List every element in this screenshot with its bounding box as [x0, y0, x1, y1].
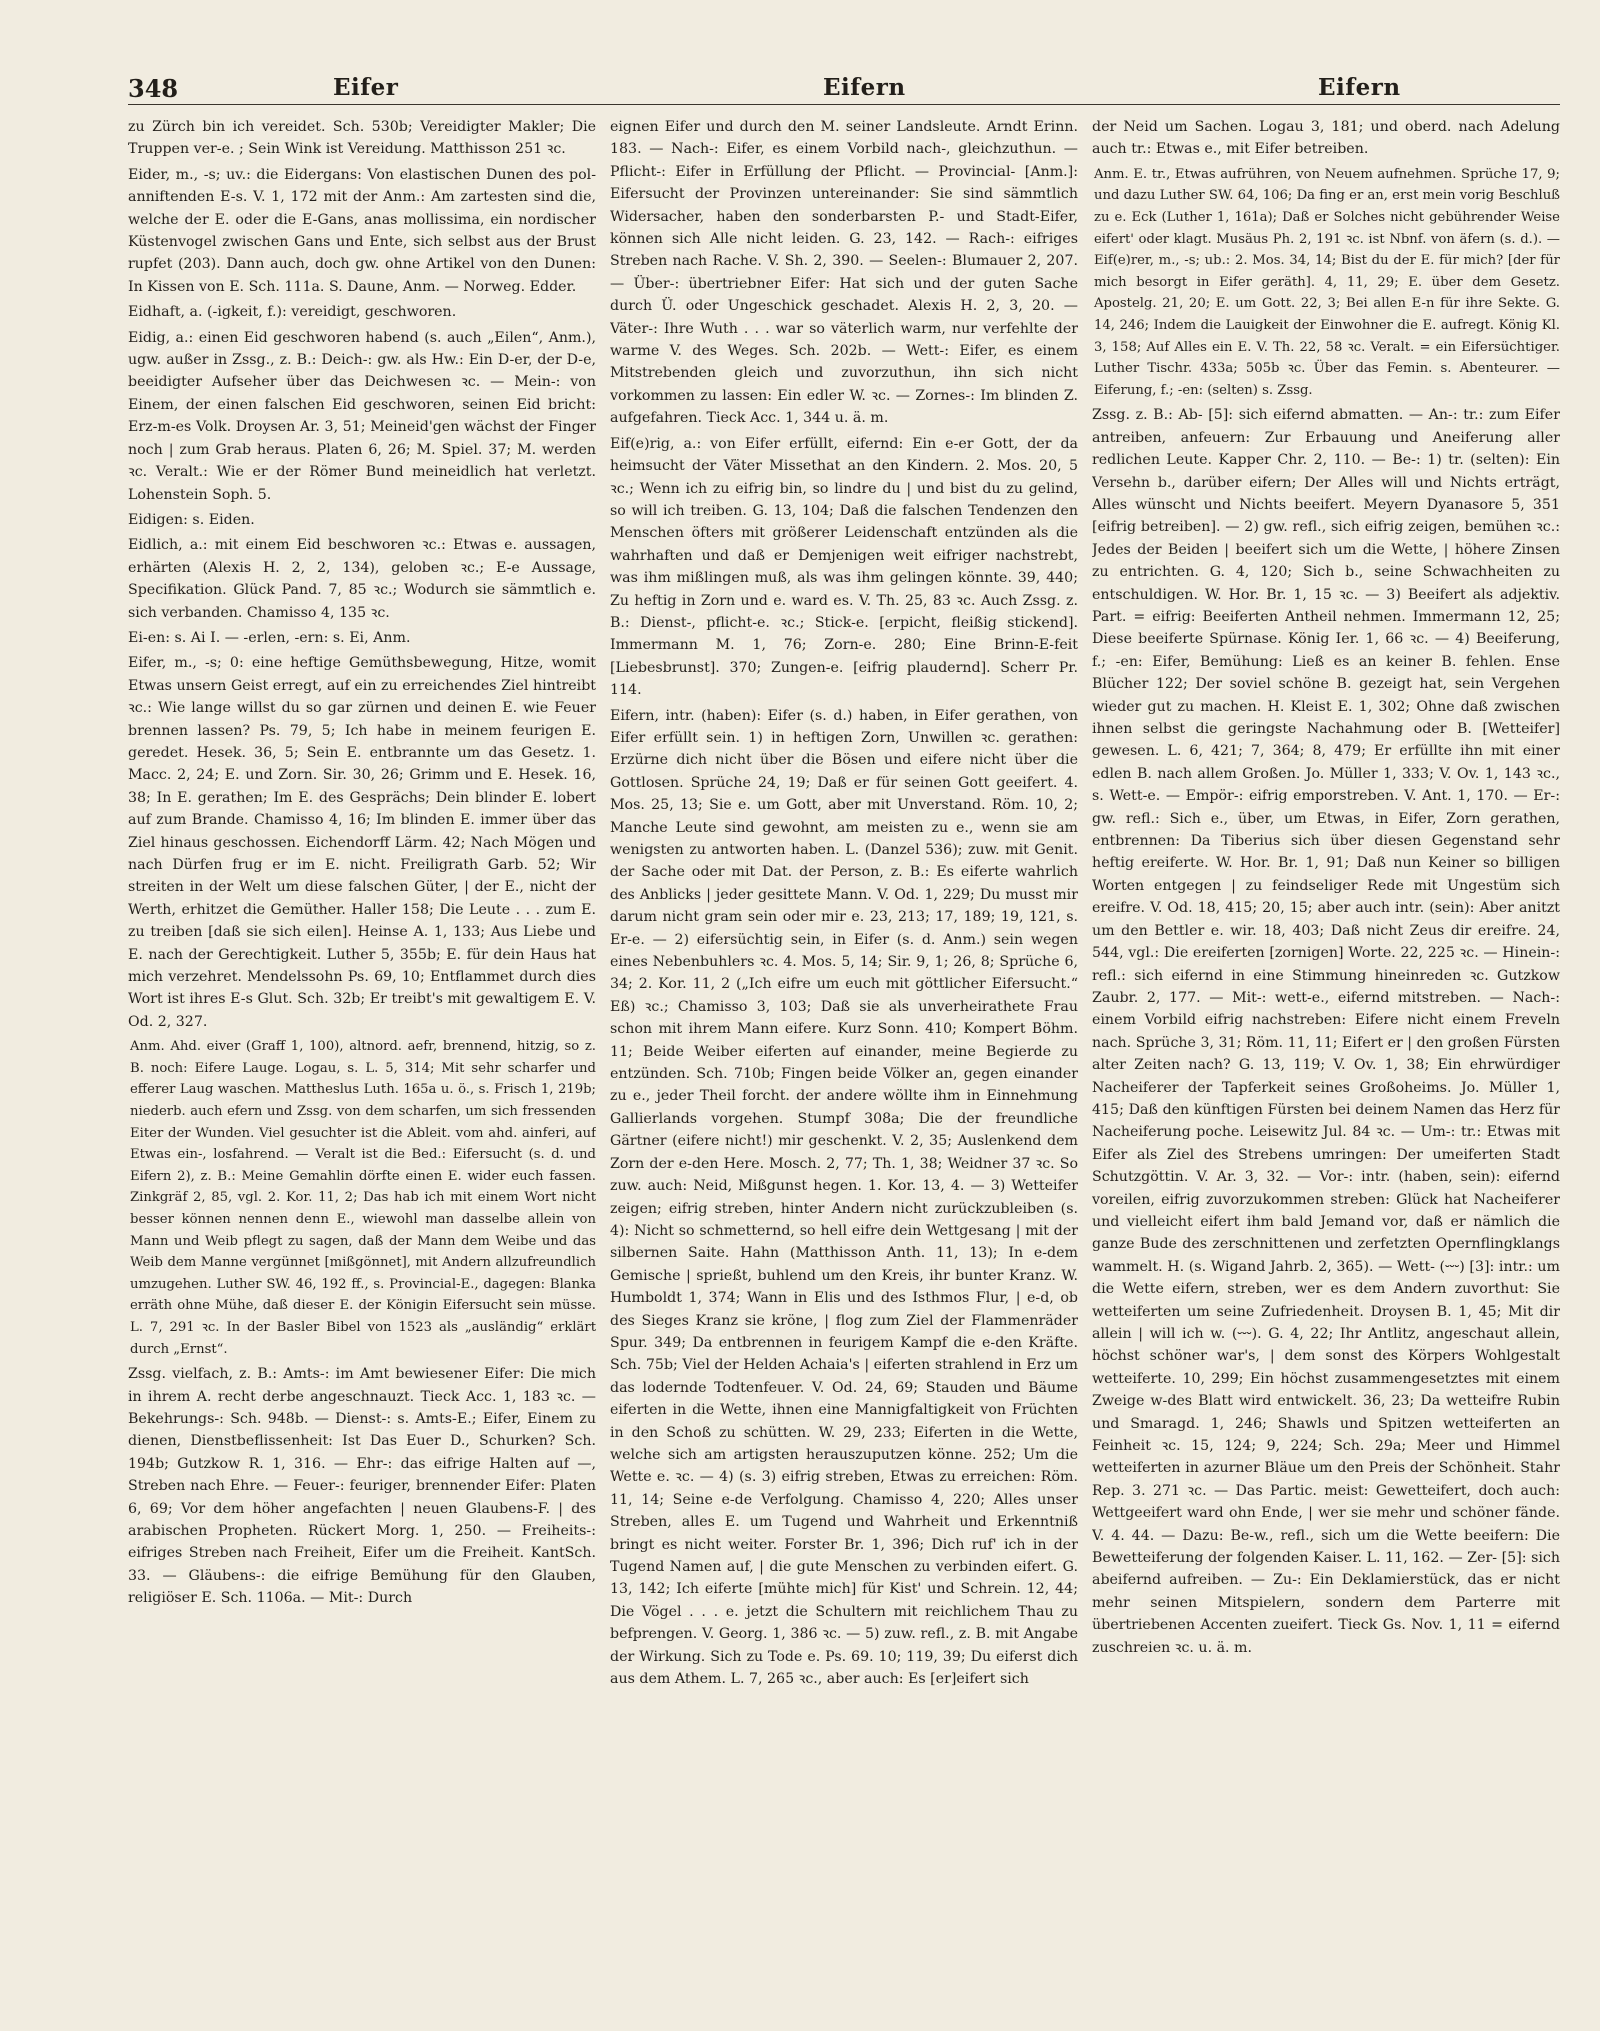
header-rule: [128, 104, 1560, 105]
page-number: 348: [128, 74, 179, 103]
text-columns: [128, 116, 1560, 2026]
entry-eifer-note: Anm. Ahd. eiver (Graff 1, 100), altnord. aefr, brennend, hitzig, so z. B. noch: Eifere Lauge. Logau, s. L. 5, 314; Mit sehr scharfer und efferer Laug waschen. Mattheslus Luth. 165a u. ö., s. Frisch 1, 219b; niederb. auch efern und Zssg. von dem scharfen, um sich fressenden Eiter der Wunden. Viel gesuchter ist die Ableit. vom ahd. ainferi, auf Etwas ein-, losfahrend. — Veralt ist die Bed.: Eifersucht (s. d. und Eifern 2), z. B.: Meine Gemahlin dörfte einen E. wider euch fassen. Zinkgräf 2, 85, vgl. 2. Kor. 11, 2; Das hab ich mit einem Wort nicht besser können nennen denn E., wiewohl man dasselbe allein von Mann und Weib pflegt zu sagen, daß der Mann dem Weibe und das Weib dem Manne vergünnet [mißgönnet], mit Andern allzufreundlich umzugehen. Luther SW. 46, 192 ff., s. Provincial-E., dagegen: Blanka erräth ohne Mühe, daß dieser E. der Königin Eifersucht sein müsse. L. 7, 291 ꝛc. In der Basler Bibel von 1523 als „ausländig“ erklärt durch „Ernst“.: [130, 1039, 596, 1357]
entry-paragraph: eignen Eifer und durch den M. seiner Landsleute. Arndt Erinn. 183. — Nach-: Eifer, es einem Vorbild nach-, gleichzuthun. — Pflicht-: Eifer in Erfüllung der Pflicht. — Provincial- [Anm.]: Eifersucht der Provinzen untereinander: Sie sind sämmtlich Widersacher, haben den sonderbarsten P.- und Stadt-Eifer, können sich Alle nicht leiden. G. 23, 142. — Rach-: eifriges Streben nach Rache. V. Sh. 2, 390. — Seelen-: Blumauer 2, 207. — Über-: übertriebner Eifer: Hat sich und der guten Sache durch Ü. oder Ungeschick geschadet. Alexis H. 2, 3, 20. — Väter-: Ihre Wuth . . . war so väterlich warm, nur verfehlte der warme V. des Weges. Sch. 202b. — Wett-: Eifer, es einem Mitstrebenden gleich und zuvorzuthun, ihn sich nicht vorkommen zu lassen: Ein edler W. ꝛc. — Zornes-: Im blinden Z. aufgefahren. Tieck Acc. 1, 344 u. ä. m.: [610, 119, 1078, 427]
running-headword-left: Eifer: [333, 74, 399, 101]
entry-eidhaft: Eidhaft, a. (-igkeit, f.): vereidigt, geschworen.: [128, 304, 457, 321]
entry-eifern: Eifern, intr. (haben): Eifer (s. d.) haben, in Eifer gerathen, von Eifer erfüllt sein. 1) in heftigen Zorn, Unwillen ꝛc. gerathen: Erzürne dich nicht über die Bösen und eifere nicht über die Gottlosen. Sprüche 24, 19; Daß er für seinen Gott geeifert. 4. Mos. 25, 13; Sie e. um Gott, aber mit Unverstand. Röm. 10, 2; Manche Leute sind gewohnt, am meisten zu e., wenn sie am wenigsten zu antworten haben. L. (Danzel 536); zuw. mit Genit. der Sache oder mit Dat. der Person, z. B.: Es eiferte wahrlich des Anblicks | jeder gesittete Mann. V. Od. 1, 229; Du musst mir darum nicht gram sein oder mir e. 23, 213; 17, 189; 19, 121, s. Er-e. — 2) eifersüchtig sein, in Eifer (s. d. Anm.) sein wegen eines Nebenbuhlers ꝛc. 4. Mos. 5, 14; Sir. 9, 1; 26, 8; Sprüche 6, 34; 2. Kor. 11, 2 („Ich eifre um euch mit göttlicher Eifersucht.“ Eß) ꝛc.; Chamisso 3, 103; Daß sie als unverheirathete Frau schon mit ihrem Mann eifere. Kurz Sonn. 410; Kompert Böhm. 11; Beide Weiber eiferten auf einander, meine Begierde zu entzünden. Sch. 710b; Fingen beide Völker an, gegen einander zu e., jeder Theil forcht. der andere wöllte ihm in Einnehmung Gallierlands vorgehen. Stumpf 308a; Die der freundliche Gärtner (eifere nicht!) mir geschenkt. V. 2, 35; Auslenkend dem Zorn der e-den Here. Mosch. 2, 77; Th. 1, 38; Weidner 37 ꝛc. So zuw. auch: Neid, Mißgunst hegen. 1. Kor. 13, 4. — 3) Wetteifer zeigen; eifrig streben, hinter Andern nicht zurückzubleiben (s. 4): Nicht so schmetternd, so hell eifre dein Wettgesang | mit der silbernen Saite. Hahn (Matthisson Anth. 11, 13); In e-dem Gemische | sprießt, buhlend um den Kreis, ihr bunter Kranz. W. Humboldt 1, 374; Wann in Elis und des Isthmos Flur, | e-d, ob des Sieges Kranz sie kröne, | flog zum Ziel der Flammenräder Spur. 349; Da entbrennen in feurigem Kampf die e-den Kräfte. Sch. 75b; Viel der Helden Achaia's | eiferten strahlend in Erz um das lodernde Todtenfeuer. V. Od. 24, 69; Stauden und Bäume eiferten in die Wette, ihnen eine Mannigfaltigkeit von Früchten in den Schoß zu schütten. W. 29, 233; Eiferten in die Wette, welche sich am artigsten herauszuputzen könne. 252; Um die Wette e. ꝛc. — 4) (s. 3) eifrig streben, Etwas zu erreichen: Röm. 11, 14; Seine e-de Verfolgung. Chamisso 4, 220; Alles unser Streben, alles E. um Tugend und Wahrheit und Erkenntniß bringt es nicht weiter. Forster Br. 1, 396; Dich ruf' ich in der Tugend Namen auf, | die gute Menschen zu verbinden eifert. G. 13, 142; Ich eiferte [mühte mich] für Kist' und Schrein. 12, 44; Die Vögel . . . e. jetzt die Schultern mit reichlichem Thau zu befprengen. V. Georg. 1, 386 ꝛc. — 5) zuw. refl., z. B. mit Angabe der Wirkung. Sich zu Tode e. Ps. 69. 10; 119, 39; Du eiferst dich aus dem Athem. L. 7, 265 ꝛc., aber auch: Es [er]eifert sich: [610, 707, 1078, 1688]
entry-eidigen: Eidigen: s. Eiden.: [128, 511, 255, 528]
column-2: [610, 116, 1078, 2026]
entry-eider: Eider, m., -s; uv.: die Eidergans: Von elastischen Dunen des pol-anniftenden E-s. V. 1, 172 mit der Anm.: Am zartesten sind die, welche der E. oder die E-Gans, anas mollissima, ein nordischer Küstenvogel zwischen Gans und Ente, sich selbst aus der Brust rupfet (203). Dann auch, doch gw. ohne Artikel von den Dunen: In Kissen von E. Sch. 111a. S. Daune, Anm. — Norweg. Edder.: [128, 166, 596, 295]
entry-eidig: Eidig, a.: einen Eid geschworen habend (s. auch „Eilen“, Anm.), ugw. außer in Zssg., z. B.: Deich-: gw. als Hw.: Ein D-er, der D-e, beeidigter Aufseher über das Deichwesen ꝛc. — Mein-: von Einem, der einen falschen Eid geschworen, seinen Eid bricht: Erz-m-es Volk. Droysen Ar. 3, 51; Meineid'gen wächst der Finger noch | zum Grab heraus. Platen 6, 26; M. Spiel. 37; M. werden ꝛc. Veralt.: Wie er der Römer Bund meineidlich hat verletzt. Lohenstein Soph. 5.: [128, 329, 596, 503]
column-1: [128, 116, 596, 2026]
column-3: [1092, 116, 1560, 2026]
entry-eidlich: Eidlich, a.: mit einem Eid beschworen ꝛc.: Etwas e. aussagen, erhärten (Alexis H. 2, 2, 134), geloben ꝛc.; E-e Aussage, Specifikation. Glück Pand. 7, 85 ꝛc.; Wodurch sie sämmtlich e. sich verbanden. Chamisso 4, 135 ꝛc.: [128, 537, 596, 621]
entry-eifern-compounds: Zssg. z. B.: Ab- [5]: sich eifernd abmatten. — An-: tr.: zum Eifer antreiben, anfeuern: Zur Erbauung und Aneiferung aller redlichen Leute. Kapper Chr. 2, 110. — Be-: 1) tr. (selten): Ein Versehn b., darüber eifern; Der Alles will und Nichts erträgt, Alles wünscht und Nichts beeifert. Meyern Dyanasore 5, 351 [eifrig betreiben]. — 2) gw. refl., sich eifrig zeigen, bemühen ꝛc.: Jedes der Beiden | beeifert sich um die Wette, | höhere Zinsen zu entrichten. G. 4, 120; Sich b., seine Schwachheiten zu entschuldigen. W. Hor. Br. 1, 15 ꝛc. — 3) Beeifert als adjektiv. Part. = eifrig: Beeiferten Antheil nehmen. Immermann 12, 25; Diese beeiferte Spürnase. König Ier. 1, 66 ꝛc. — 4) Beeiferung, f.; -en: Eifer, Bemühung: Ließ es an keiner B. fehlen. Ense Blücher 122; Der soviel schöne B. gezeigt hat, sein Vergehen wieder gut zu machen. H. Kleist E. 1, 302; Ohne daß zwischen ihnen selbst die geringste Nachahmung oder B. [Wetteifer] gewesen. L. 6, 421; 7, 364; 8, 479; Er erfüllte ihn mit einer edlen B. nach allem Großen. Jo. Müller 1, 333; V. Ov. 1, 143 ꝛc., s. Wett-e. — Empör-: eifrig emporstreben. V. Ant. 1, 170. — Er-: gw. refl.: Sich e., über, um Etwas, in Eifer, Zorn gerathen, entbrennen: Da Tiberius sich über diesen Gegenstand sehr heftig ereiferte. W. Hor. Br. 1, 91; Daß nun Keiner so billigen Worten entgegen | zu feindseliger Rede mit Ungestüm sich ereifre. V. Od. 18, 415; 20, 15; aber auch intr. (sein): Aber anitzt um den Bettler e. wir. 18, 403; Daß nicht Zeus dir ereifre. 24, 544, vgl.: Die ereiferten [zornigen] Worte. 22, 225 ꝛc. — Hinein-: refl.: sich eifernd in eine Stimmung hineinreden ꝛc. Gutzkow Zaubr. 2, 177. — Mit-: wett-e., eifernd mitstreben. — Nach-: einem Vorbild eifrig nachstreben: Eifere nicht einem Freveln nach. Sprüche 3, 31; Röm. 11, 11; Eifert er | den großen Fürsten alter Zeiten nach? G. 13, 119; V. Ov. 1, 38; Ein ehrwürdiger Nacheiferer der Tapferkeit seines Großoheims. Jo. Müller 1, 415; Daß den künftigen Fürsten bei deinem Namen das Herz für Nacheiferung poche. Leisewitz Jul. 84 ꝛc. — Um-: tr.: Etwas mit Eifer als Ziel des Strebens umringen: Der umeiferten Stadt Schutzgöttin. V. Ar. 3, 32. — Vor-: intr. (haben, sein): eifernd voreilen, eifrig zuvorzukommen streben: Glück hat Nacheiferer und vielleicht eifert ihm bald Jemand vor, daß er nämlich die ganze Bude des zerschnittenen und zerfetzten Opernflingklangs wammelt. H. (s. Wigand Jahrb. 2, 365). — Wett- (⏑⏑⏑) [3]: intr.: um die Wette eifern, streben, wer es dem Andern zuvorthut: Sie wetteiferten um seine Zufriedenheit. Droysen B. 1, 45; Mit dir allein | will ich w. (⏑⏑⏑). G. 4, 22; Ihr Antlitz, angeschaut allein, höchst schöner war's, | dem sonst des Körpers Wohlgestalt wetteiferte. 10, 299; Ein höchst zusammengesetztes mit einem Zweige w-des Blatt wird entwickelt. 36, 23; Da wetteifre Rubin und Smaragd. 1, 246; Shawls und Spitzen wetteiferten an Feinheit ꝛc. 15, 124; 9, 224; Sch. 29a; Meer und Himmel wetteiferten in azurner Bläue um den Preis der Schönheit. Stahr Rep. 3. 271 ꝛc. — Das Partic. meist: Gewetteifert, doch auch: Wettgeeifert ward ohn Ende, | wer sie mehr und schöner fände. V. 4. 44. — Dazu: Be-w., refl., sich um die Wette beeifern: Die Bewetteiferung der folgenden Kaiser. L. 11, 162. — Zer- [5]: sich abeifernd aufreiben. — Zu-: Ein Deklamierstück, das er nicht mehr seinen Mitspielern, sondern dem Parterre mit übertriebenen Accenten zueifert. Tieck Gs. Nov. 1, 11 = eifernd zuschreien ꝛc. u. ä. m.: [1092, 407, 1560, 1656]
entry-ei-en: Ei-en: s. Ai I. — -erlen, -ern: s. Ei, Anm.: [128, 629, 411, 646]
entry-eifer: Eifer, m., -s; 0: eine heftige Gemüthsbewegung, Hitze, womit Etwas unsern Geist erregt, auf ein zu erreichendes Ziel hintreibt ꝛc.: Wie lange willst du so gar zürnen und deinen E. wie Feuer brennen lassen? Ps. 79, 5; Ich habe in meinem feurigen E. geredet. Hesek. 36, 5; Sein E. entbrannte um das Gesetz. 1. Macc. 2, 24; E. und Zorn. Sir. 30, 26; Grimm und E. Hesek. 16, 38; In E. gerathen; Im E. des Gesprächs; Dein blinder E. lobert auf zum Brande. Chamisso 4, 16; Im blinden E. immer über das Ziel hinaus geschossen. Eichendorff Lärm. 42; Nach Mögen und nach Dürfen frug er im E. nicht. Freiligrath Garb. 52; Wir streiten in der Welt um diese falschen Güter, | der E., nicht der Werth, erhitzet die Gemüther. Haller 158; Die Leute . . . zum E. zu treiben [daß sie sich eilen]. Heinse A. 1, 133; Aus Liebe und E. nach der Gerechtigkeit. Luther 5, 355b; E. für dein Haus hat mich verzehret. Mendelssohn Ps. 69, 10; Entflammet durch dies Wort ist ihres E-s Glut. Sch. 32b; Er treibt's mit gewaltigem E. V. Od. 2, 327.: [128, 655, 596, 1030]
entry-eifrig: Eif(e)rig, a.: von Eifer erfüllt, eifernd: Ein e-er Gott, der da heimsucht der Väter Missethat an den Kindern. 2. Mos. 20, 5 ꝛc.; Wenn ich zu eifrig bin, so lindre du | und bist du zu gelind, so will ich treiben. G. 13, 104; Daß die falschen Tendenzen den Menschen öfters mit größerer Leidenschaft entzünden als die wahrhaften und daß er Demjenigen weit eifriger nachstrebt, was ihm mißlingen muß, als was ihm gelingen könnte. 39, 440; Zu heftig in Zorn und e. ward es. V. Th. 25, 83 ꝛc. Auch Zssg. z. B.: Dienst-, pflicht-e. ꝛc.; Stick-e. [erpicht, fleißig stickend]. Immermann M. 1, 76; Zorn-e. 280; Eine Brinn-E-feit [Liebesbrunst]. 370; Zungen-e. [eifrig plaudernd]. Scherr Pr. 114.: [610, 435, 1078, 699]
entry-paragraph: der Neid um Sachen. Logau 3, 181; und oberd. nach Adelung auch tr.: Etwas e., mit Eifer betreiben.: [1092, 119, 1560, 158]
running-headword-center: Eifern: [823, 74, 906, 101]
running-headword-right: Eifern: [1318, 74, 1401, 101]
entry-paragraph: zu Zürch bin ich vereidet. Sch. 530b; Vereidigter Makler; Die Truppen ver-e. ; Sein Wink ist Vereidung. Matthisson 251 ꝛc.: [128, 119, 596, 158]
entry-eifern-note: Anm. E. tr., Etwas aufrühren, von Neuem aufnehmen. Sprüche 17, 9; und dazu Luther SW. 64, 106; Da fing er an, erst mein vorig Beschluß zu e. Eck (Luther 1, 161a); Daß er Solches nicht gebührender Weise eifert' oder klagt. Musäus Ph. 2, 191 ꝛc. ist Nbnf. von äfern (s. d.). — Eif(e)rer, m., -s; ub.: 2. Mos. 34, 14; Bist du der E. für mich? [der für mich besorgt in Eifer geräth]. 4, 11, 29; E. über dem Gesetz. Apostelg. 21, 20; E. um Gott. 22, 3; Bei allen E-n für ihre Sekte. G. 14, 246; Indem die Lauigkeit der Einwohner die E. aufregt. König Kl. 3, 158; Auf Alles ein E. V. Th. 22, 58 ꝛc. Veralt. = ein Eifersüchtiger. Luther Tischr. 433a; 505b ꝛc. Über das Femin. s. Abenteurer. — Eiferung, f.; -en: (selten) s. Zssg.: [1094, 166, 1560, 398]
entry-eifer-compounds: Zssg. vielfach, z. B.: Amts-: im Amt bewiesener Eifer: Die mich in ihrem A. recht derbe angeschnauzt. Tieck Acc. 1, 183 ꝛc. — Bekehrungs-: Sch. 948b. — Dienst-: s. Amts-E.; Eifer, Einem zu dienen, Dienstbeflissenheit: Ist Das Euer D., Schurken? Sch. 194b; Gutzkow R. 1, 316. — Ehr-: das eifrige Halten auf —, Streben nach Ehre. — Feuer-: feuriger, brennender Eifer: Platen 6, 69; Vor dem höher angefachten | neuen Glaubens-F. | des arabischen Propheten. Rückert Morg. 1, 250. — Freiheits-: eifriges Streben nach Freiheit, Eifer um die Freiheit. KantSch. 33. — Gläubens-: die eifrige Bemühung für den Glauben, religiöser E. Sch. 1106a. — Mit-: Durch: [128, 1366, 596, 1607]
